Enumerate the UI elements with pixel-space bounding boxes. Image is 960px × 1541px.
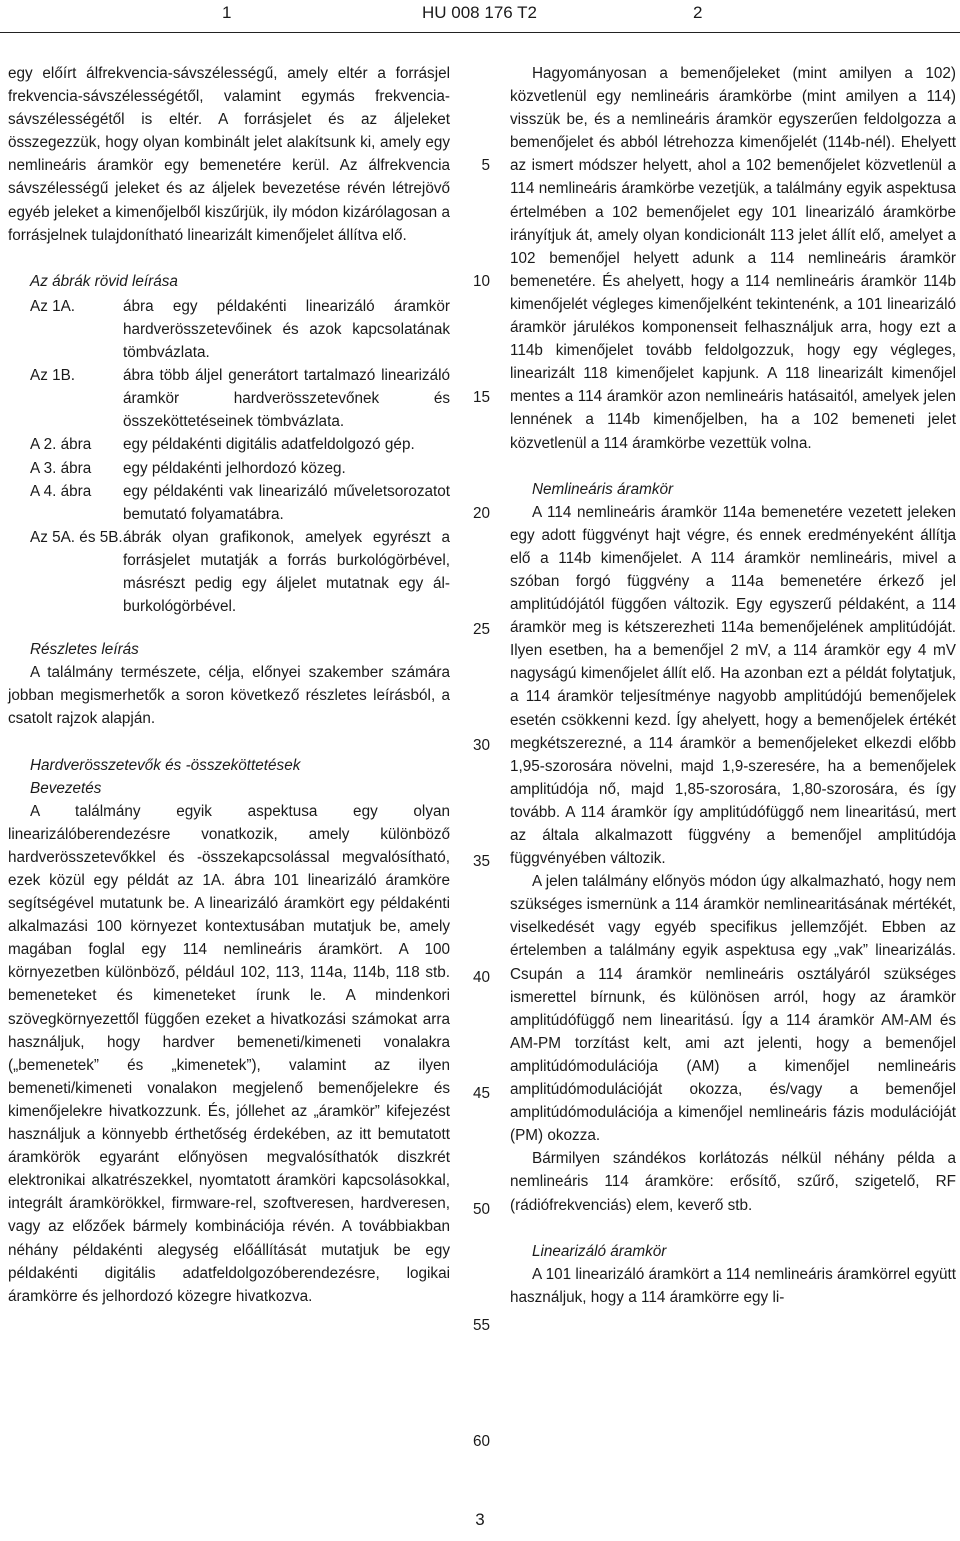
line-number: 5 [481, 157, 490, 174]
figure-item [8, 433, 450, 456]
figure-label: A 4. ábra [30, 482, 92, 500]
detailed-description-heading: Részletes leírás [30, 641, 139, 659]
figure-description: ábra több áljel generátort tartalmazó linearizáló áramkör hardverösszetevőnek és összeköttetéseinek tömbvázlata. [123, 367, 450, 431]
left-page-number: 1 [222, 3, 232, 22]
paragraph-4: Bármilyen szándékos korlátozás nélkül néhány példa a nemlineáris 114 áramköre: erősítő, szűrő, szigetelő, RF (rádiófrekvenciás) elem, keverő stb. [510, 1150, 956, 1214]
figure-label: A 3. ábra [30, 459, 92, 477]
line-number: 10 [472, 273, 490, 290]
figure-description: egy példakénti vak linearizáló műveletsorozatot bemutató folyamatábra. [123, 482, 450, 523]
figure-label: Az 5A. és 5B. [30, 528, 123, 546]
header-divider [0, 32, 960, 33]
figure-description: egy példakénti digitális adatfeldolgozó gép. [123, 436, 415, 454]
figure-item [8, 364, 450, 433]
figure-description: egy példakénti jelhordozó közeg. [123, 459, 346, 477]
introduction-paragraph: A találmány egyik aspektusa egy olyan linearizálóberendezésre vonatkozik, amely különböző hardverösszetevőkkel és -összekapcsolással megvalósítható, ezek közül egy példát az 1A. ábra 101 linearizáló áramköre segítségével mutatunk be. A linearizáló áramkört egy példakénti alkalmazási 100 környezet kontextusában mutatjuk be, amely magában foglal egy 114 nemlineáris áramkört. A 100 környezetben különböző, például 102, 113, 114a, 114b, 118 stb. bemeneteket és kimeneteket írunk le. A mindenkori szövegkörnyezettől függően ezeket a hivatkozási számokat arra használjuk, hogy hardver bemeneti/kimeneti vonalakra („bemenetek” és „kimenetek”), valamint az ilyen bemeneti/kimeneti vonalakon megjelenő bemenőjelekre és kimenőjelekre hivatkozzunk. És, jóllehet az „áramkör” kifejezést használjuk a könnyebb érthetőség érdekében, az itt bemutatott áramkörök egyaránt előnyösen megvalósíthatók diszkrét elektronikai alkatrészekkel, nyomtatott áramköri kapcsolásokkal, integrált áramkörökkel, firmware-rel, szoftveresen, hardveresen, vagy az előzőek bármely kombinációja révén. A továbbiakban néhány példakénti alegység előállítását mutatjuk be egy példakénti digitális adatfeldolgozóberendezésre, logikai áramkörre és jelhordozó közegre hivatkozva. [8, 802, 450, 1305]
introduction-heading: Bevezetés [30, 779, 102, 797]
line-number: 20 [472, 505, 490, 522]
nonlinear-circuit-heading: Nemlineáris áramkör [532, 480, 674, 498]
intro-paragraph: egy előírt álfrekvencia-sávszélességű, amely eltér a forrásjel frekvencia-sávszélességétől, valamint egymás frekvencia-sávszélességétől is eltér. A forrásjelet és az áljeleket összegezzük, hogy olyan kombinált jelet alakítsunk ki, amely egy nemlineáris áramkör egy bemenetére kerül. Az álfrekvencia sávszélességű jeleket és az áljelek bevezetése révén létrejövő egyéb jeleket a kimenőjelből kiszűrjük, ily módon kizárólagosan a forrásjelnek tulajdonítható linearizált kimenőjelet állítva elő. [8, 65, 450, 244]
right-column [510, 62, 956, 1309]
line-number: 60 [472, 1433, 490, 1450]
left-column [8, 62, 450, 1308]
line-number: 45 [472, 1085, 490, 1102]
paragraph-3: A jelen találmány előnyös módon úgy alkalmazható, hogy nem szükséges ismernünk a 114 áramkör nemlinearitásának mértékét, viselkedését vagy egyéb specifikus jellemzőjét. Ebben az értelemben a találmány egyik aspektusa egy „vak” linearizálás. Csupán a 114 áramkör nemlineáris osztályáról szükséges ismerettel bírnunk, és különösen arról, hogy az áramkör amplitúdófüggő nem linearitású. Így a 114 áramkör AM-AM és AM-PM torzítást kelt, ami azt jelenti, hogy a bemenőjel amplitúdómodulációja (AM) a kimenőjel nemlineáris amplitúdómodulációját okozza, és/vagy a bemenőjel amplitúdómodulációja a kimenőjel nemlineáris fázis modulációját (PM) okozza. [510, 873, 956, 1145]
detailed-description-paragraph: A találmány természete, célja, előnyei szakember számára jobban megismerhetők a soron következő részletes leírásból, a csatolt rajzok alapján. [8, 664, 450, 728]
figure-label: Az 1B. [30, 367, 76, 385]
figure-item [8, 457, 450, 480]
figure-item [8, 526, 450, 618]
document-id: HU 008 176 T2 [422, 3, 537, 22]
figure-item [8, 480, 450, 526]
paragraph-1: Hagyományosan a bemenőjeleket (mint amilyen a 102) közvetlenül egy nemlineáris áramkörbe (mint amilyen a 114) visszük be, és a nemlineáris áramkör egyszerűen feldolgozza a bemenőjelet és abból létrehozza kimenőjelét (114b-nél). Ehelyett az ismert módszer helyett, ahol a 102 bemenőjelet közvetlenül a 114 nemlineáris áramkörbe vezetjük, a találmány egyik aspektusa értelmében a 102 bemenőjelet egy 101 linearizáló áramkörbe irányítjuk át, amely olyan kondicionált 113 jelet állít elő, amelyet a 102 bemenőjel helyett adunk a 114 nemlineáris áramkör bemenetére. És ahelyett, hogy a 114 nemlineáris áramkör 114b kimenőjelét végleges kimenőjelként tekintenénk, a 101 linearizáló áramkör járulékos komponenseit felhasználjuk arra, hogy ezt a 114b kimenőjelet tovább feldolgozzuk, hogy egy végleges, linearizált 118 kimenőjelet kapjunk. A 118 linearizált kimenőjel mentes a 114 áramkör azon nemlineáris hatásaitól, amelyek jelen lennének a 114b kimenőjelben, ha a 102 bemeneti jelet közvetlenül a 114 áramkörbe vezettük volna. [510, 65, 956, 452]
figure-list [8, 295, 450, 618]
paragraph-5: A 101 linearizáló áramkört a 114 nemlineáris áramkörrel együtt használjuk, hogy a 114 áramkörre egy li- [510, 1265, 956, 1306]
line-number: 50 [472, 1201, 490, 1218]
line-number: 40 [472, 969, 490, 986]
page-header [0, 0, 960, 24]
figure-item [8, 295, 450, 364]
figure-label: Az 1A. [30, 297, 76, 315]
figure-label: A 2. ábra [30, 436, 92, 454]
figure-description: ábra egy példakénti linearizáló áramkör hardverösszetevőinek és azok kapcsolatának tömbvázlata. [123, 297, 450, 362]
line-number: 35 [472, 853, 490, 870]
line-number: 30 [472, 737, 490, 754]
line-number: 55 [472, 1317, 490, 1334]
paragraph-2: A 114 nemlineáris áramkör 114a bemenetére vezetett jeleken egy adott függvényt hajt végre, és ennek eredményeként állítja elő a 114b kimenőjelet. A 114 áramkör nemlineáris, mivel a szóban forgó függvény a 114a bemenetére érkező jel amplitúdójától függően változik. Egy egyszerű példaként, a 114 áramkör meg is kétszerezheti 114a bemenőjelének amplitúdóját. Ilyen esetben, ha a bemenőjel 2 mV, a 114 áramkör egy 4 mV nagyságú kimenőjelet állít elő. Ha azonban ezt a példát folytatjuk, a 114 áramkör teljesítménye nagyobb amplitúdójú bemenőjelek esetén csökkenni kezd. Így ahelyett, hogy a bemenőjelek értékét megkétszerezné, a 114 áramkör a bemenőjeleket elkezdi előbb 1,95-szorosára növelni, majd 1,9-szeresére, ha a bemenőjelek amplitúdója nő, majd 1,85-szorosára, 1,80-szorosára, és így tovább. A 114 áramkör így amplitúdófüggő nem linearitású, mert az általa alkalmazott függvény a bemenőjel amplitúdója függvényében változik. [510, 503, 956, 868]
linearizer-circuit-heading: Linearizáló áramkör [532, 1242, 667, 1260]
page-number: 3 [475, 1510, 485, 1529]
right-page-number: 2 [693, 3, 703, 22]
line-number: 15 [472, 389, 490, 406]
hardware-heading: Hardverösszetevők és -összeköttetések [30, 756, 301, 774]
figure-description: ábrák olyan grafikonok, amelyek egyrészt a forrásjelet mutatják a forrás burkológörbével, másrészt pedig egy áljelet mutatnak egy ál-burkológörbével. [123, 528, 450, 616]
line-number: 25 [472, 621, 490, 638]
figures-heading: Az ábrák rövid leírása [30, 272, 178, 290]
